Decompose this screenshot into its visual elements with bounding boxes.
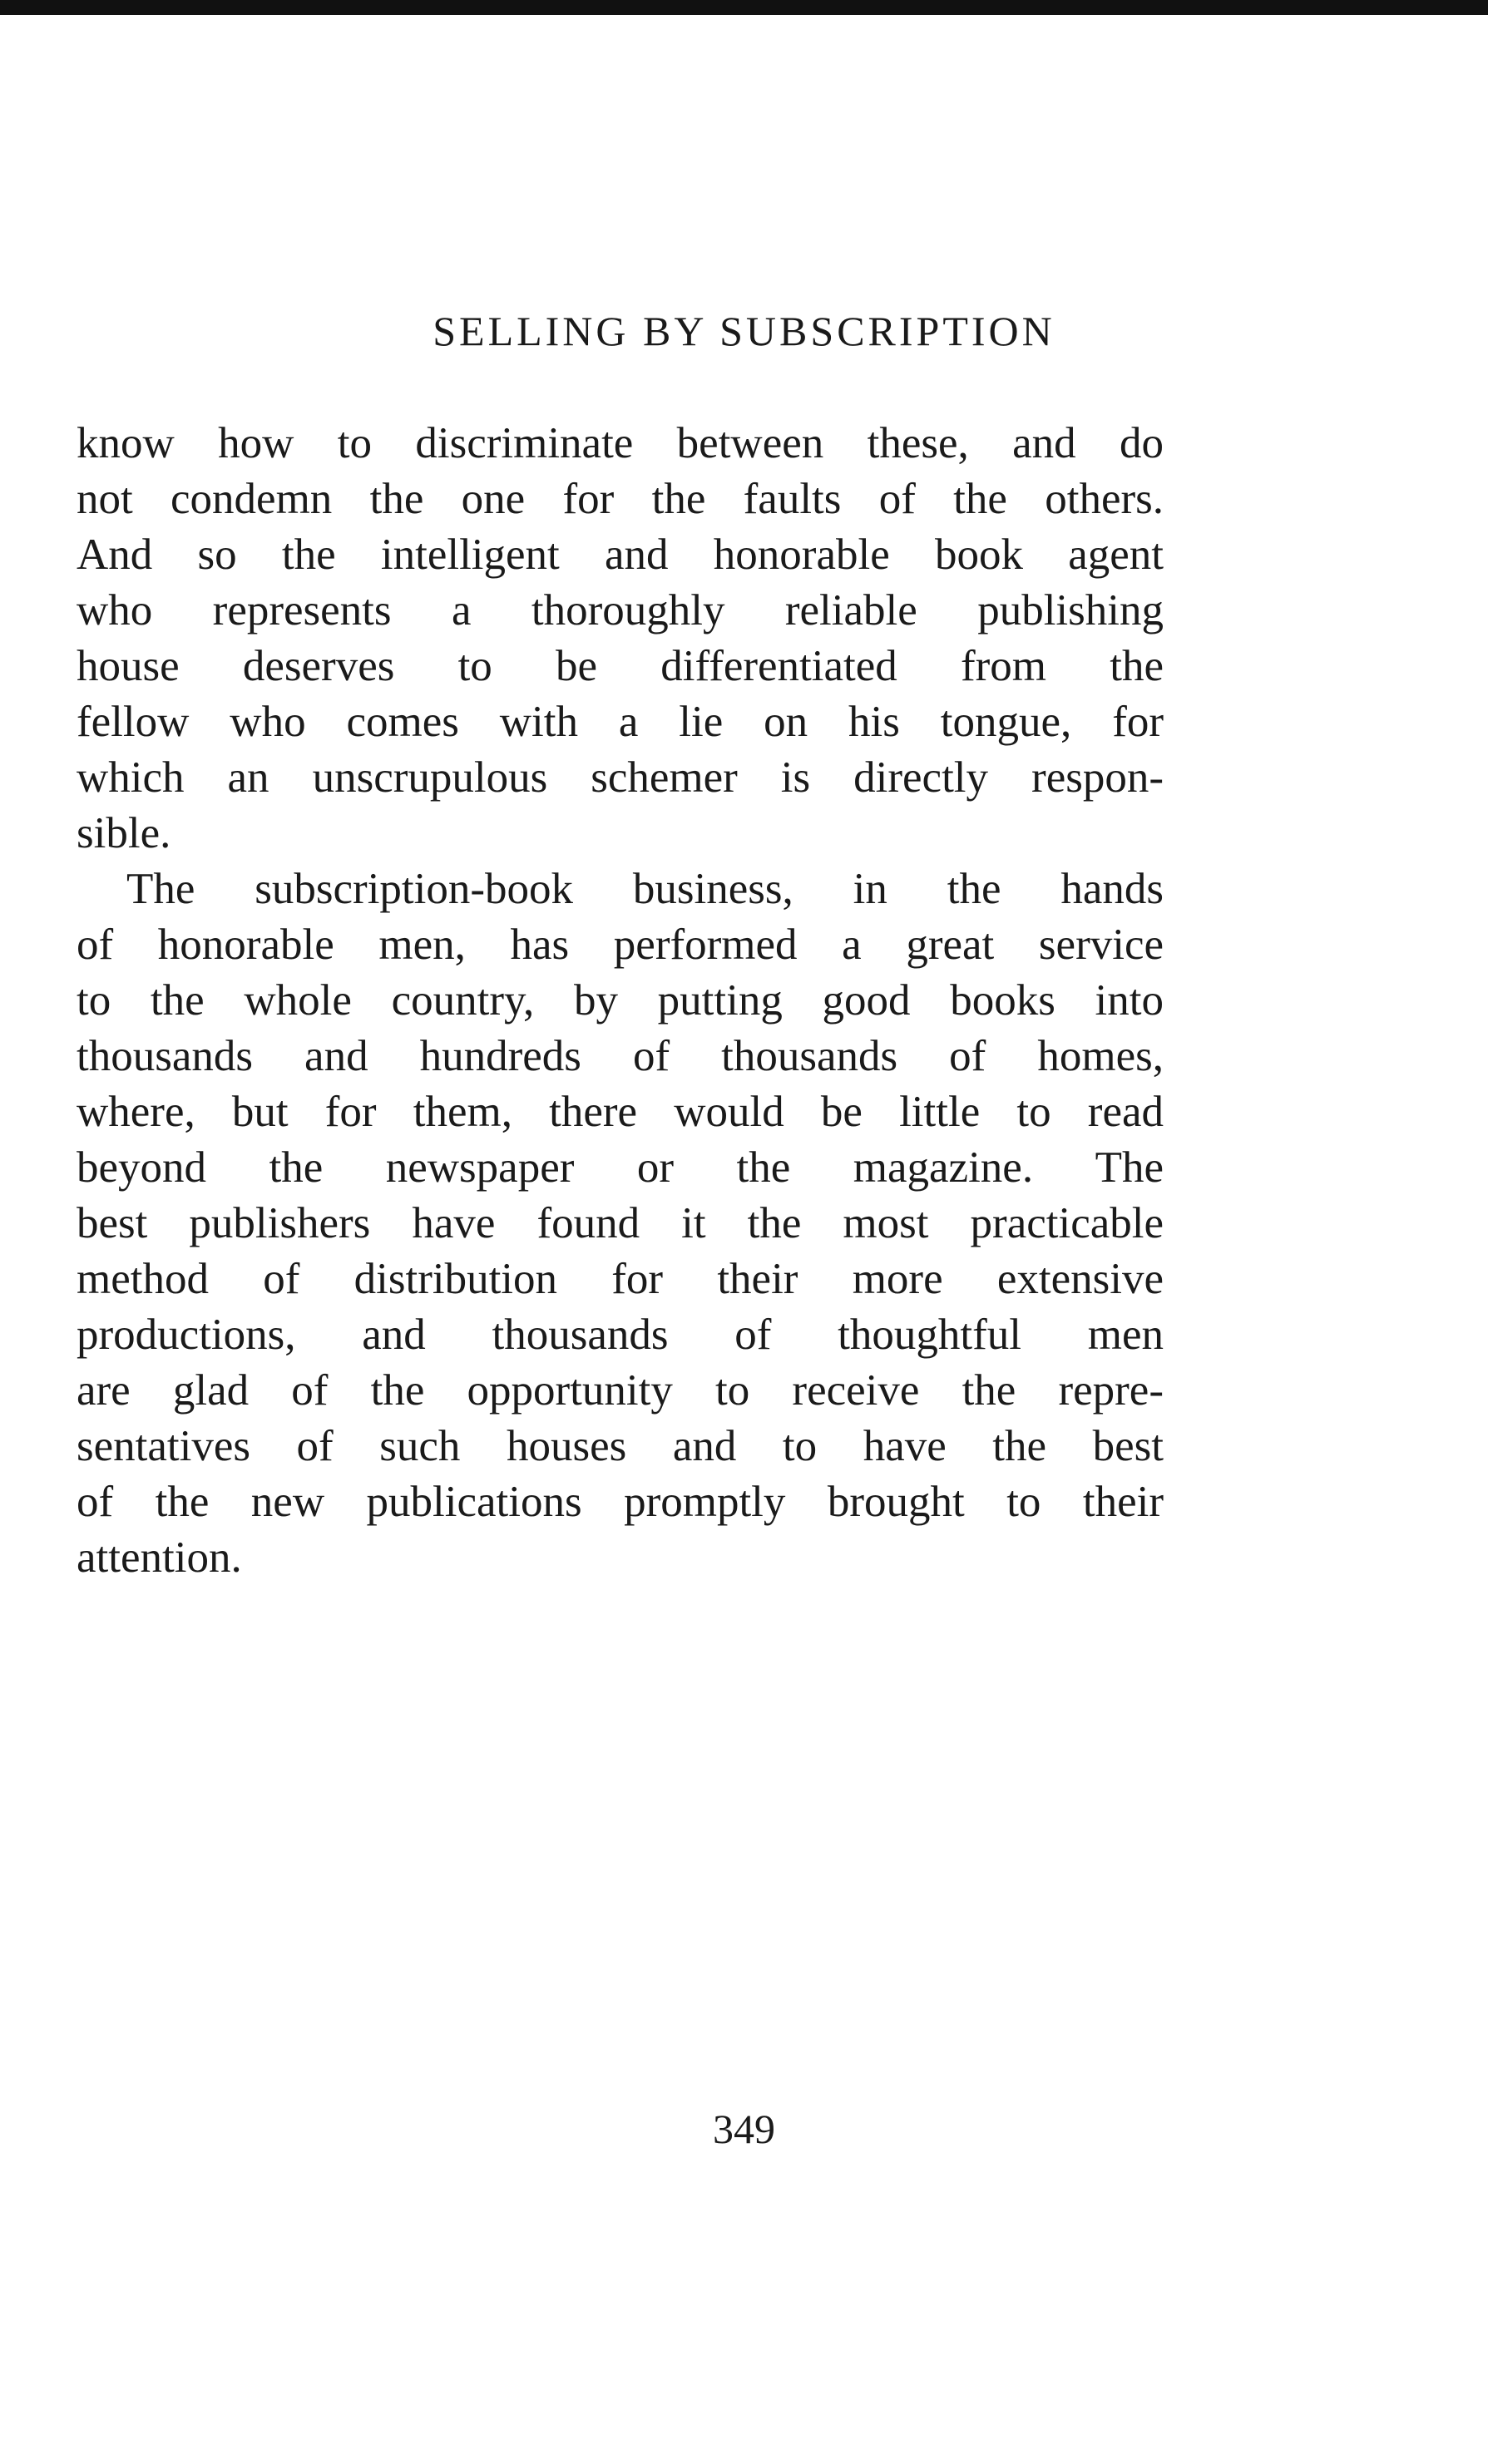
text-line: of honorable men, has performed a great service	[77, 921, 1164, 969]
text-line: fellow who comes with a lie on his tongue, for	[77, 698, 1164, 746]
text-line: sible.	[77, 809, 171, 857]
text-line: thousands and hundreds of thousands of homes,	[77, 1032, 1164, 1080]
body-text	[77, 416, 1164, 1586]
text-line: where, but for them, there would be little to read	[77, 1088, 1164, 1136]
text-line: sentatives of such houses and to have the best	[77, 1422, 1164, 1470]
text-line: The subscription-book business, in the hands	[126, 865, 1164, 913]
text-line: know how to discriminate between these, and do	[77, 419, 1164, 467]
text-line: method of distribution for their more extensive	[77, 1255, 1164, 1303]
text-line: which an unscrupulous schemer is directly respon-	[77, 753, 1164, 802]
text-line: beyond the newspaper or the magazine. The	[77, 1143, 1164, 1192]
text-line: to the whole country, by putting good books into	[77, 976, 1164, 1025]
text-line: best publishers have found it the most practicable	[77, 1199, 1164, 1247]
text-line: are glad of the opportunity to receive the repre-	[77, 1366, 1164, 1415]
text-line: And so the intelligent and honorable book agent	[77, 531, 1164, 579]
text-line: productions, and thousands of thoughtful men	[77, 1311, 1164, 1359]
text-line: attention.	[77, 1533, 242, 1582]
text-line: who represents a thoroughly reliable publishing	[77, 586, 1164, 635]
text-line: house deserves to be differentiated from the	[77, 642, 1164, 690]
page-number: 349	[713, 2106, 775, 2152]
text-line: of the new publications promptly brought to their	[77, 1478, 1164, 1526]
top-edge-rule	[0, 0, 1488, 15]
text-line: not condemn the one for the faults of the others.	[77, 475, 1164, 523]
running-head: SELLING BY SUBSCRIPTION	[433, 308, 1055, 354]
